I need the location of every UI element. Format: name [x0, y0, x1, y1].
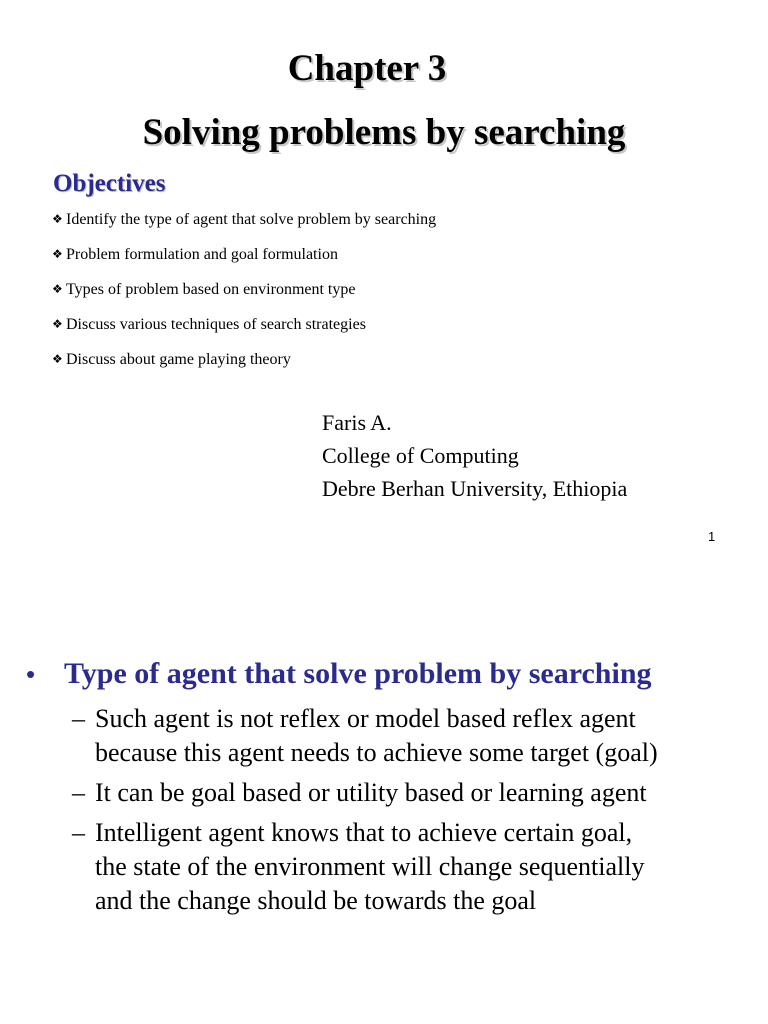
- sub-point-item: [72, 776, 755, 810]
- slide-2: [0, 610, 768, 1024]
- round-bullet-icon: •: [26, 659, 36, 689]
- objective-item: [52, 350, 436, 385]
- objective-text: Problem formulation and goal formulation: [66, 246, 338, 263]
- objective-text: Types of problem based on environment type: [66, 281, 356, 298]
- dash-bullet-icon: –: [72, 818, 85, 847]
- sub-point-text: Intelligent agent knows that to achieve certain goal, the state of the environment will change sequentially and the change should be towards the goal: [95, 818, 645, 915]
- sub-point-item: [72, 816, 755, 918]
- sub-point-text: It can be goal based or utility based or learning agent: [95, 778, 647, 807]
- sub-point-item: [72, 702, 755, 770]
- objectives-list: [52, 210, 436, 385]
- diamond-bullet-icon: ❖: [52, 352, 63, 366]
- page-number: 1: [708, 529, 716, 544]
- objective-text: Identify the type of agent that solve problem by searching: [66, 211, 437, 228]
- author-college: College of Computing: [322, 443, 519, 468]
- author-university: Debre Berhan University, Ethiopia: [322, 476, 628, 501]
- chapter-subtitle: Solving problems by searching: [142, 112, 626, 153]
- main-point-text: Type of agent that solve problem by searching: [64, 657, 652, 690]
- diamond-bullet-icon: ❖: [52, 212, 63, 226]
- objective-item: [52, 280, 436, 315]
- diamond-bullet-icon: ❖: [52, 317, 63, 331]
- dash-bullet-icon: –: [72, 778, 85, 807]
- sub-points-list: [72, 702, 755, 924]
- diamond-bullet-icon: ❖: [52, 247, 63, 261]
- chapter-title: Chapter 3: [287, 48, 447, 89]
- objective-item: [52, 210, 436, 245]
- author-block: [322, 406, 627, 505]
- objective-text: Discuss various techniques of search strategies: [66, 316, 366, 333]
- objective-text: Discuss about game playing theory: [66, 351, 291, 368]
- objective-item: [52, 245, 436, 280]
- sub-point-text: Such agent is not reflex or model based reflex agent because this agent needs to achieve some target (goal): [95, 704, 658, 767]
- diamond-bullet-icon: ❖: [52, 282, 63, 296]
- author-name: Faris A.: [322, 410, 392, 435]
- main-point: [26, 654, 652, 694]
- dash-bullet-icon: –: [72, 704, 85, 733]
- objectives-heading: Objectives: [53, 170, 166, 197]
- objective-item: [52, 315, 436, 350]
